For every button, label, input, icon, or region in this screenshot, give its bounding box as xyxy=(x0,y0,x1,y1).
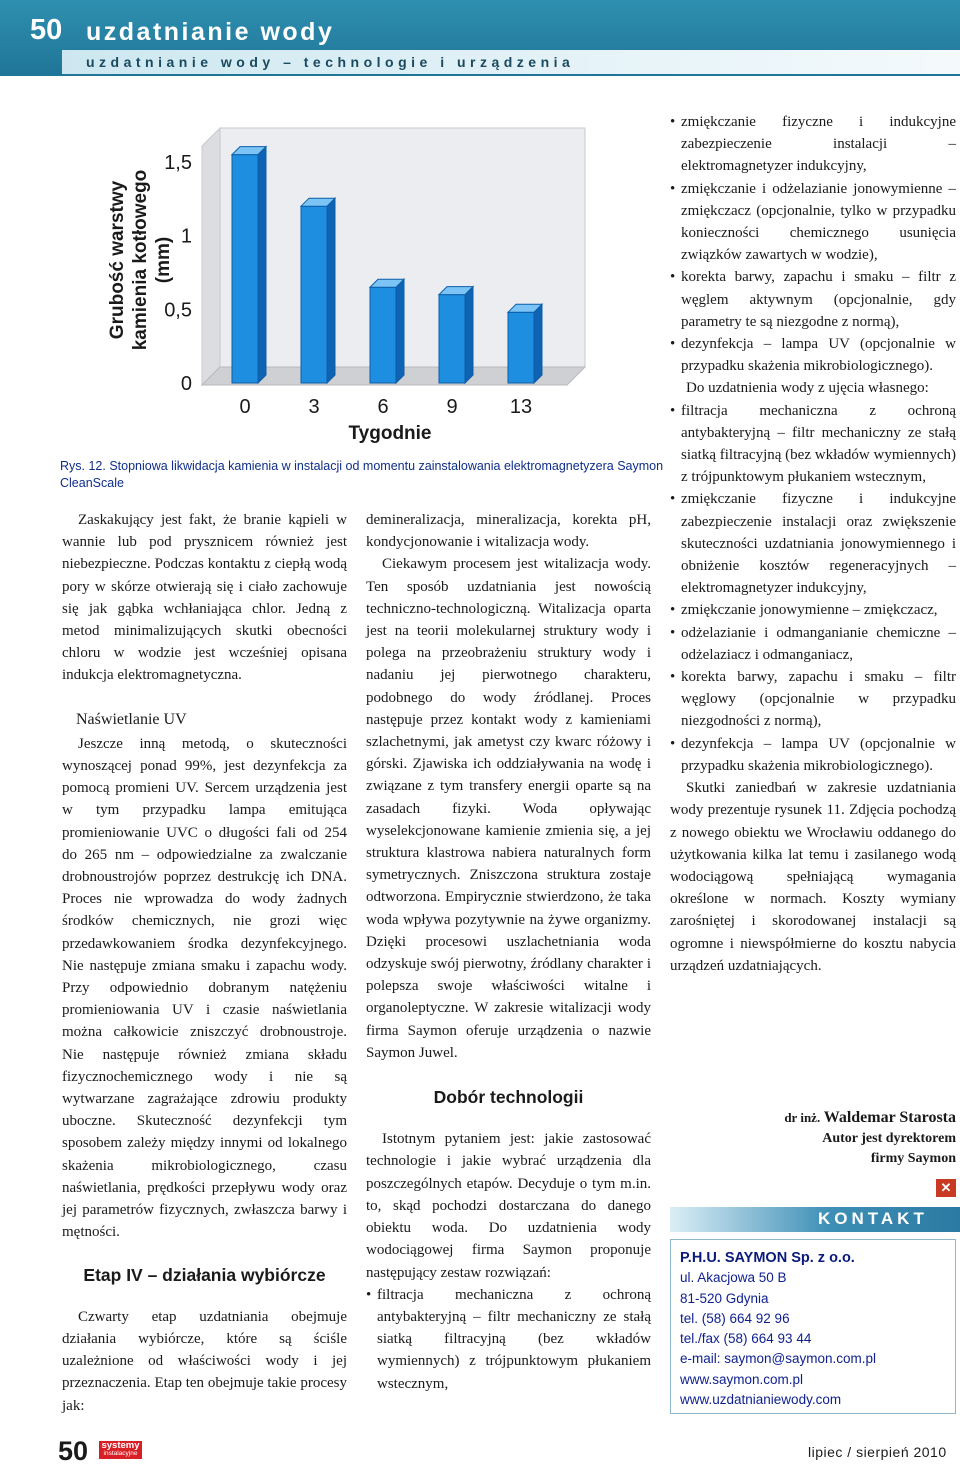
subheading-uv: Naświetlanie UV xyxy=(76,710,187,728)
magazine-logo xyxy=(99,1441,142,1459)
chart-bar xyxy=(370,279,404,383)
paragraph: Czwarty etap uzdatniania obejmuje działania wybiórcze, które są ściśle uzależnione od właściwości wody i jej przeznaczenia. Etap ten obejmuje takie procesy jak: xyxy=(62,1308,347,1414)
list-item: • dezynfekcja – lampa UV (opcjonalnie w przypadku skażenia mikrobiologicznego). xyxy=(670,733,956,777)
address-street: ul. Akacjowa 50 B xyxy=(680,1270,787,1286)
list-item: • zmiękczanie fizyczne i indukcyjne zabezpieczenie instalacji oraz zwiększenie skuteczności uzdatniania jonowymiennego i obniżenie kosztów regeneracyjnych – elektromagnetyzer indukcyjny, xyxy=(670,488,956,599)
list-item: • zmiękczanie jonowymienne – zmiękczacz, xyxy=(670,599,956,621)
list-item: • odżelazianie i odmanganianie chemiczne – odżelaziacz i odmanganiacz, xyxy=(670,622,956,666)
paragraph: Jeszcze inną metodą, o skuteczności wynoszącej ponad 99%, jest dezynfekcja za pomocą promieni UV. Sercem urządzenia jest w tym przypadku lampa emitująca promieniowanie UVC o długości fali od 254 do 265 nm – odpowiedzialne za zwalczanie drobnoustrojów poprzez destrukcję ich DNA. Proces nie wprowadza do wody żadnych środków chemicznych, nie grozi więc przedawkowaniem środka dezynfekcyjnego. Nie następuje zmiana smaku i zapachu wody. Przy odpowiednio dobranym natężeniu promieniowania UV i czasie naświetlania można całkowicie zniszczyć drobnoustroje. Nie następuje również zmiana składu fizycznochemicznego wody i nie są wytwarzane zagrażające zdrowiu produkty uboczne. Skuteczność dezynfekcji tym sposobem zależy między innymi od lokalnego skażenia mikrobiologicznego, czasu naświetlania, prędkości przepływu wody oraz jej parametrów fizycznych, zwłaszcza barwy i mętności. xyxy=(62,735,347,1241)
website-link[interactable]: www.saymon.com.pl xyxy=(680,1371,804,1387)
website-link[interactable]: www.uzdatnianiewody.com xyxy=(680,1392,842,1408)
solution-list-own-intake xyxy=(670,400,956,777)
footer-page-number: 50 xyxy=(58,1436,89,1466)
section-subtitle: uzdatnianie wody – technologie i urządzenia xyxy=(86,54,575,70)
chart-y-tick-label: 0 xyxy=(180,373,192,395)
header-page-number: 50 xyxy=(30,14,63,46)
paragraph: Skutki zaniedbań w zakresie uzdatniania wody prezentuje rysunek 11. Zdjęcia pochodzą z nowego obiektu we Wrocławiu oddanego do użytkowania kilka lat temu i zasilanego wodą wodociągową spełniającą wymagania określone w normach. Koszty wymiany zarośniętej i skorodowanej instalacji są ogromne i niewspółmierne do kosztu nabycia urządzeń uzdatniających. xyxy=(670,780,956,974)
list-item: • filtracja mechaniczna z ochroną antybakteryjną – filtr mechaniczny ze stałą siatką filtracyjną (bez wkładów wymiennych) z trójpunktowym płukaniem wstecznym, xyxy=(670,400,956,489)
scale-thickness-chart xyxy=(60,100,660,460)
chart-bar-front xyxy=(439,295,465,383)
author-name: Waldemar Starosta xyxy=(823,1109,956,1126)
chart-x-axis-label: Tygodnie xyxy=(348,423,432,444)
chart-bar-side xyxy=(327,198,335,383)
chart-bar-side xyxy=(258,147,266,383)
contact-box xyxy=(670,1239,956,1414)
paragraph: Zaskakujący jest fakt, że branie kąpieli w wannie lub pod prysznicem również jest niebezpieczne. Podczas kontaktu z ciepłą wodą pory w skórze otwierają się i ciało zachowuje się jak gąbka wchłaniająca chlor. Jedną z metod minimalizujących skutki obecności chloru w wodzie jest wcześniej opisana indukcja elektromagnetyczna. xyxy=(62,512,347,684)
author-block xyxy=(700,1108,956,1169)
subheading-dobor-technologii: Dobór technologii xyxy=(433,1087,584,1108)
chart-x-tick-label: 3 xyxy=(308,396,320,418)
chart-x-tick-label: 6 xyxy=(377,396,389,418)
chart-bar xyxy=(439,287,473,383)
list-item: • korekta barwy, zapachu i smaku – filtr węglowy (opcjonalnie w przypadku niezgodności z normą), xyxy=(670,666,956,733)
address-city: 81-520 Gdynia xyxy=(680,1290,769,1306)
email[interactable]: e-mail: saymon@saymon.com.pl xyxy=(680,1351,877,1367)
chart-bar-side xyxy=(534,304,542,383)
chart-y-axis-label xyxy=(107,170,174,351)
list-item: • filtracja mechaniczna z ochroną antybakteryjną – filtr mechaniczny ze stałą siatką filtracyjną (bez wkładów wymiennych) z trójpunktowym płukaniem wstecznym, xyxy=(366,1284,651,1395)
author-role: firmy Saymon xyxy=(870,1151,956,1166)
paragraph: demineralizacja, mineralizacja, korekta pH, kondycjonowanie i witalizacja wody. xyxy=(366,512,651,551)
chart-bar-front xyxy=(232,155,258,383)
chart-x-ticks xyxy=(239,396,532,418)
chart-bar-front xyxy=(301,206,327,383)
figure-caption: Rys. 12. Stopniowa likwidacja kamienia w instalacji od momentu zainstalowania elektromagnetyzera Saymon CleanScale xyxy=(60,459,664,490)
list-item: • korekta barwy, zapachu i smaku – filtr z węglem aktywnym (opcjonalnie, gdy parametry te są niezgodne z normą), xyxy=(670,266,956,333)
issue-date: lipiec / sierpień 2010 xyxy=(808,1444,947,1460)
chart-bar-side xyxy=(396,279,404,383)
list-item: • dezynfekcja – lampa UV (opcjonalnie w przypadku skażenia mikrobiologicznego). xyxy=(670,333,956,377)
chart-y-tick-label: 0,5 xyxy=(164,299,192,322)
chart-y-tick-label: 1 xyxy=(180,225,192,248)
close-icon: ✕ xyxy=(936,1179,956,1197)
chart-x-tick-label: 13 xyxy=(509,396,533,418)
chart-bar xyxy=(301,198,335,383)
chart-side-wall xyxy=(202,128,220,385)
chart-bar-front xyxy=(508,312,534,383)
article-column-2 xyxy=(366,509,651,1395)
subheading-etap-iv: Etap IV – działania wybiórcze xyxy=(83,1264,326,1285)
paragraph: Do uzdatnienia wody z ujęcia własnego: xyxy=(686,380,929,397)
author-title: dr inż. xyxy=(784,1110,821,1125)
chart-bar-front xyxy=(370,287,396,383)
chart-bar xyxy=(232,147,266,383)
article-column-1 xyxy=(62,509,347,1417)
section-title: uzdatnianie wody xyxy=(86,18,335,46)
chart-x-tick-label: 9 xyxy=(446,396,458,418)
logo-text: systemy xyxy=(101,1440,140,1451)
paragraph: Ciekawym procesem jest witalizacja wody. Ten sposób uzdatniania jest nowością techniczno-technologiczną. Witalizacja oparta jest na teorii molekularnej struktury wody i polega na przeobrażeniu struktury wody i nadaniu jej pierwotnego charakteru, podobnego do wody źródlanej. Proces następuje przez kontakt wody z kamieniami szlachetnymi, jak ametyst czy kwarc różowy i górski. Zjawiska ich oddziaływania na wodę i związane z tym transfery energii oparte są na zasadach fizyki. Woda opływając wyselekcjonowane kamienie zmienia się, a jej struktura klastrowa nabiera naturalnych form symetrycznych. Zniszczona struktura zostaje odtworzona. Empirycznie stwierdzono, że taka woda wpływa pozytywnie na żywe organizmy. Dzięki procesowi uszlachetniania woda odzyskuje swój pierwotny, źródlany charakter i polepsza swoje właściwości witalne i organoleptyczne. W zakresie witalizacji wody firma Saymon oferuje urządzenia o nazwie Saymon Juwel. xyxy=(366,556,651,1061)
solution-list xyxy=(670,111,956,377)
article-column-3 xyxy=(670,111,956,977)
logo-text: instalacyjne xyxy=(103,1450,138,1457)
solution-list xyxy=(366,1284,651,1395)
contact-label: KONTAKT xyxy=(818,1209,928,1228)
chart-x-tick-label: 0 xyxy=(239,396,251,418)
chart-bar-side xyxy=(465,287,473,383)
chart-y-axis-title: Grubość warstwy kamienia kotłowego (mm) xyxy=(107,169,174,351)
fax: tel./fax (58) 664 93 44 xyxy=(680,1331,812,1347)
list-item: • zmiękczanie fizyczne i indukcyjne zabezpieczenie instalacji – elektromagnetyzer indukcyjny, xyxy=(670,111,956,178)
chart-bar xyxy=(508,304,542,383)
chart-y-tick-label: 1,5 xyxy=(164,152,192,174)
company-name: P.H.U. SAYMON Sp. z o.o. xyxy=(680,1250,855,1266)
phone: tel. (58) 664 92 96 xyxy=(680,1310,790,1326)
list-item: • zmiękczanie i odżelazianie jonowymienne – zmiękczacz (opcjonalnie, tylko w przypadku konieczności chemicznego usunięcia związków zawartych w wodzie), xyxy=(670,178,956,267)
author-role: Autor jest dyrektorem xyxy=(822,1131,956,1146)
paragraph: Istotnym pytaniem jest: jakie zastosować technologie i jakie wybrać urządzenia dla poszczególnych etapów. Decyduje o tym m.in. to, skąd pochodzi dostarczana do danego obiektu woda. Do uzdatnienia wody wodociągowej firma Saymon proponuje następujący zestaw rozwiązań: xyxy=(366,1131,651,1281)
